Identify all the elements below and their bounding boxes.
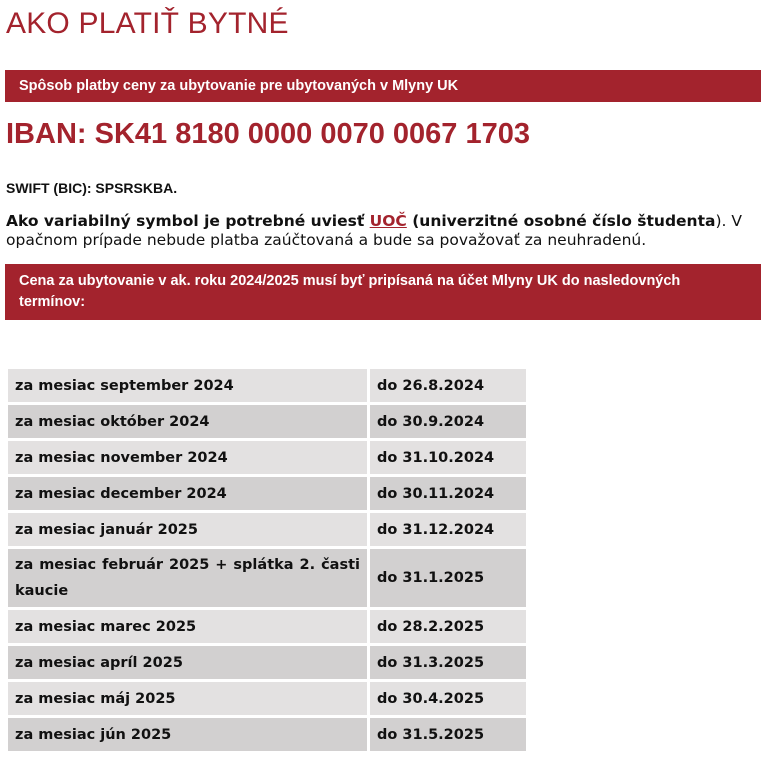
table-row: [8, 405, 526, 438]
iban-heading: IBAN: SK41 8180 0000 0070 0067 1703: [6, 118, 530, 150]
table-row: [8, 513, 526, 546]
due-date-cell: do 31.10.2024: [370, 441, 526, 474]
due-date-cell: do 30.4.2025: [370, 682, 526, 715]
table-row: [8, 682, 526, 715]
month-cell: za mesiac december 2024: [8, 477, 367, 510]
due-date-cell: do 30.9.2024: [370, 405, 526, 438]
table-row: [8, 610, 526, 643]
month-cell: za mesiac máj 2025: [8, 682, 367, 715]
due-date-cell: do 31.1.2025: [370, 549, 526, 607]
month-cell: za mesiac január 2025: [8, 513, 367, 546]
month-cell: za mesiac október 2024: [8, 405, 367, 438]
note-rest: ). V opačnom prípade nebude platba zaúčtovaná a bude sa považovať za neuhradenú.: [6, 212, 742, 249]
month-cell: za mesiac apríl 2025: [8, 646, 367, 679]
table-row: [8, 441, 526, 474]
due-date-cell: do 30.11.2024: [370, 477, 526, 510]
table-row: [8, 549, 526, 607]
uoc-link[interactable]: UOČ: [369, 212, 407, 230]
table-row: [8, 369, 526, 402]
page-title: AKO PLATIŤ BYTNÉ: [6, 7, 289, 40]
note-bold-prefix: Ako variabilný symbol je potrebné uviesť: [6, 212, 370, 230]
payment-method-banner: Spôsob platby ceny za ubytovanie pre ubytovaných v Mlyny UK: [5, 70, 761, 102]
table-row: [8, 718, 526, 751]
note-bold-middle: (univerzitné osobné číslo študenta: [406, 212, 716, 230]
month-cell: za mesiac marec 2025: [8, 610, 367, 643]
payment-schedule-table: [5, 366, 529, 754]
table-row: [8, 477, 526, 510]
due-date-cell: do 31.12.2024: [370, 513, 526, 546]
variable-symbol-note: [6, 212, 762, 250]
due-date-cell: do 31.3.2025: [370, 646, 526, 679]
month-cell: za mesiac jún 2025: [8, 718, 367, 751]
due-date-cell: do 28.2.2025: [370, 610, 526, 643]
due-date-cell: do 31.5.2025: [370, 718, 526, 751]
table-row: [8, 646, 526, 679]
deadline-banner: Cena za ubytovanie v ak. roku 2024/2025 musí byť pripísaná na účet Mlyny UK do nasledovných termínov:: [5, 264, 761, 320]
month-cell: za mesiac február 2025 + splátka 2. časti kaucie: [8, 549, 367, 607]
due-date-cell: do 26.8.2024: [370, 369, 526, 402]
swift-code: SWIFT (BIC): SPSRSKBA.: [6, 180, 178, 196]
month-cell: za mesiac november 2024: [8, 441, 367, 474]
month-cell: za mesiac september 2024: [8, 369, 367, 402]
